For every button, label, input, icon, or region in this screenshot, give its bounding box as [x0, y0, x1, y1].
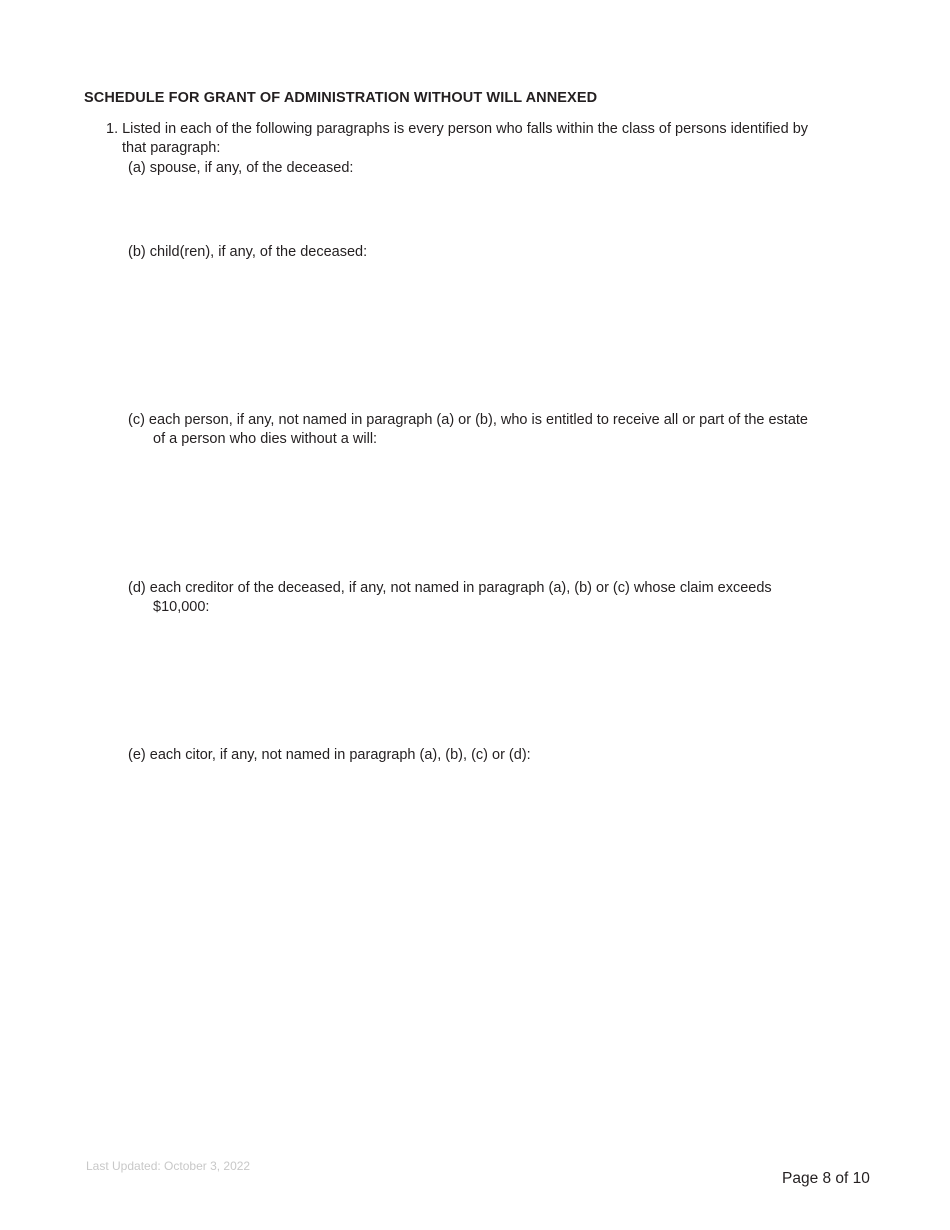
paragraph-a-text: (a) spouse, if any, of the deceased: [128, 160, 354, 176]
paragraph-b-text: (b) child(ren), if any, of the deceased: [128, 244, 368, 260]
paragraph-d [128, 579, 868, 617]
schedule-title: SCHEDULE FOR GRANT OF ADMINISTRATION WITHOUT WILL ANNEXED [84, 90, 598, 106]
last-updated: Last Updated: October 3, 2022 [86, 1159, 251, 1173]
paragraph-b [128, 243, 868, 262]
paragraph-c [128, 411, 868, 449]
item-1 [106, 120, 876, 158]
paragraph-a [128, 159, 868, 178]
item-1-line-2: that paragraph: [122, 140, 221, 156]
paragraph-c-line-1: (c) each person, if any, not named in paragraph (a) or (b), who is entitled to receive all or part of the estate [128, 412, 808, 428]
paragraph-c-line-2: of a person who dies without a will: [153, 431, 378, 447]
paragraph-d-line-2: $10,000: [153, 599, 210, 615]
item-1-line-1: 1. Listed in each of the following paragraphs is every person who falls within the class of persons identified by [106, 121, 809, 137]
paragraph-d-line-1: (d) each creditor of the deceased, if any, not named in paragraph (a), (b) or (c) whose claim exceeds [128, 580, 772, 596]
paragraph-e [128, 746, 868, 765]
page-number: Page 8 of 10 [782, 1170, 870, 1187]
paragraph-e-text: (e) each citor, if any, not named in paragraph (a), (b), (c) or (d): [128, 747, 531, 763]
